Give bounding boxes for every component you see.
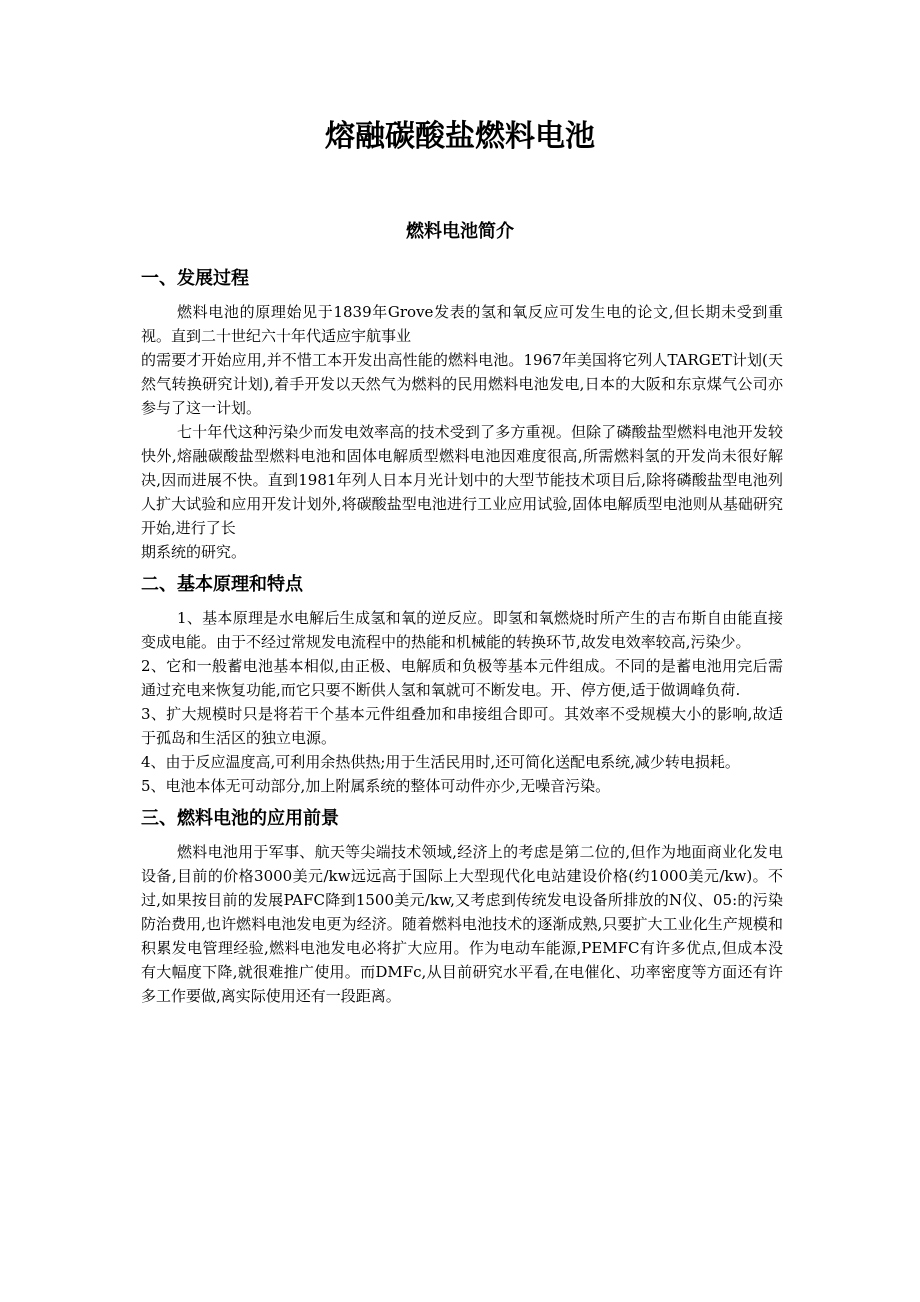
- paragraph: 4、由于反应温度高,可利用余热供热;用于生活民用时,还可简化送配电系统,减少转电损耗。: [141, 753, 740, 771]
- section-heading: 三、燃料电池的应用前景: [141, 808, 339, 829]
- paragraph: 3、扩大规模时只是将若干个基本元件组叠加和串接组合即可。其效率不受规模大小的影响,故适于孤岛和生活区的独立电源。: [141, 705, 783, 747]
- paragraph: 期系统的研究。: [141, 543, 247, 561]
- document-title: 熔融碳酸盐燃料电池: [325, 119, 595, 154]
- paragraph: 的需要才开始应用,并不惜工本开发出高性能的燃料电池。1967年美国将它列人TARGET计划(天然气转换研究计划),着手开发以天然气为燃料的民用燃料电池发电,日本的大阪和东京煤气公司亦参与了这一计划。: [141, 351, 783, 417]
- section-application-prospects: [141, 804, 783, 1008]
- paragraph: 燃料电池用于军事、航天等尖端技术领域,经济上的考虑是第二位的,但作为地面商业化发电设备,目前的价格3000美元/kw远远高于国际上大型现代化电站建设价格(约1000美元/kw)。不过,如果按目前的发展PAFC降到1500美元/kw,又考虑到传统发电设备所排放的N仪、05:的污染防治费用,也许燃料电池发电更为经济。随着燃料电池技术的逐渐成熟,只要扩大工业化生产规模和积累发电管理经验,燃料电池发电必将扩大应用。作为电动车能源,PEMFC有许多优点,但成本没有大幅度下降,就很难推广使用。而DMFc,从目前研究水平看,在电催化、功率密度等方面还有许多工作要做,离实际使用还有一段距离。: [141, 843, 783, 1005]
- section-heading: 一、发展过程: [141, 268, 249, 289]
- document-subtitle: 燃料电池简介: [406, 221, 514, 242]
- document-body: [141, 264, 783, 1008]
- section-development-history: [141, 264, 783, 564]
- paragraph: 2、它和一般蓄电池基本相似,由正极、电解质和负极等基本元件组成。不同的是蓄电池用完后需通过充电来恢复功能,而它只要不断供人氢和氧就可不断发电。开、停方便,适于做调峰负荷.: [141, 657, 783, 699]
- paragraph: 七十年代这种污染少而发电效率高的技术受到了多方重视。但除了磷酸盐型燃料电池开发较快外,熔融碳酸盐型燃料电池和固体电解质型燃料电池因难度很高,所需燃料氢的开发尚未很好解决,因而进展不快。直到1981年列人日本月光计划中的大型节能技术项目后,除将磷酸盐型电池列人扩大试验和应用开发计划外,将碳酸盐型电池进行工业应用试验,固体电解质型电池则从基础研究开始,进行了长: [141, 423, 783, 537]
- paragraph: 燃料电池的原理始见于1839年Grove发表的氢和氧反应可发生电的论文,但长期未受到重视。直到二十世纪六十年代适应宇航事业: [141, 303, 783, 345]
- section-principles-features: [141, 570, 783, 798]
- paragraph: 1、基本原理是水电解后生成氢和氧的逆反应。即氢和氧燃烧时所产生的吉布斯自由能直接变成电能。由于不经过常规发电流程中的热能和机械能的转换环节,故发电效率较高,污染少。: [141, 609, 783, 651]
- section-heading: 二、基本原理和特点: [141, 574, 303, 595]
- paragraph: 5、电池本体无可动部分,加上附属系统的整体可动件亦少,无噪音污染。: [141, 777, 611, 795]
